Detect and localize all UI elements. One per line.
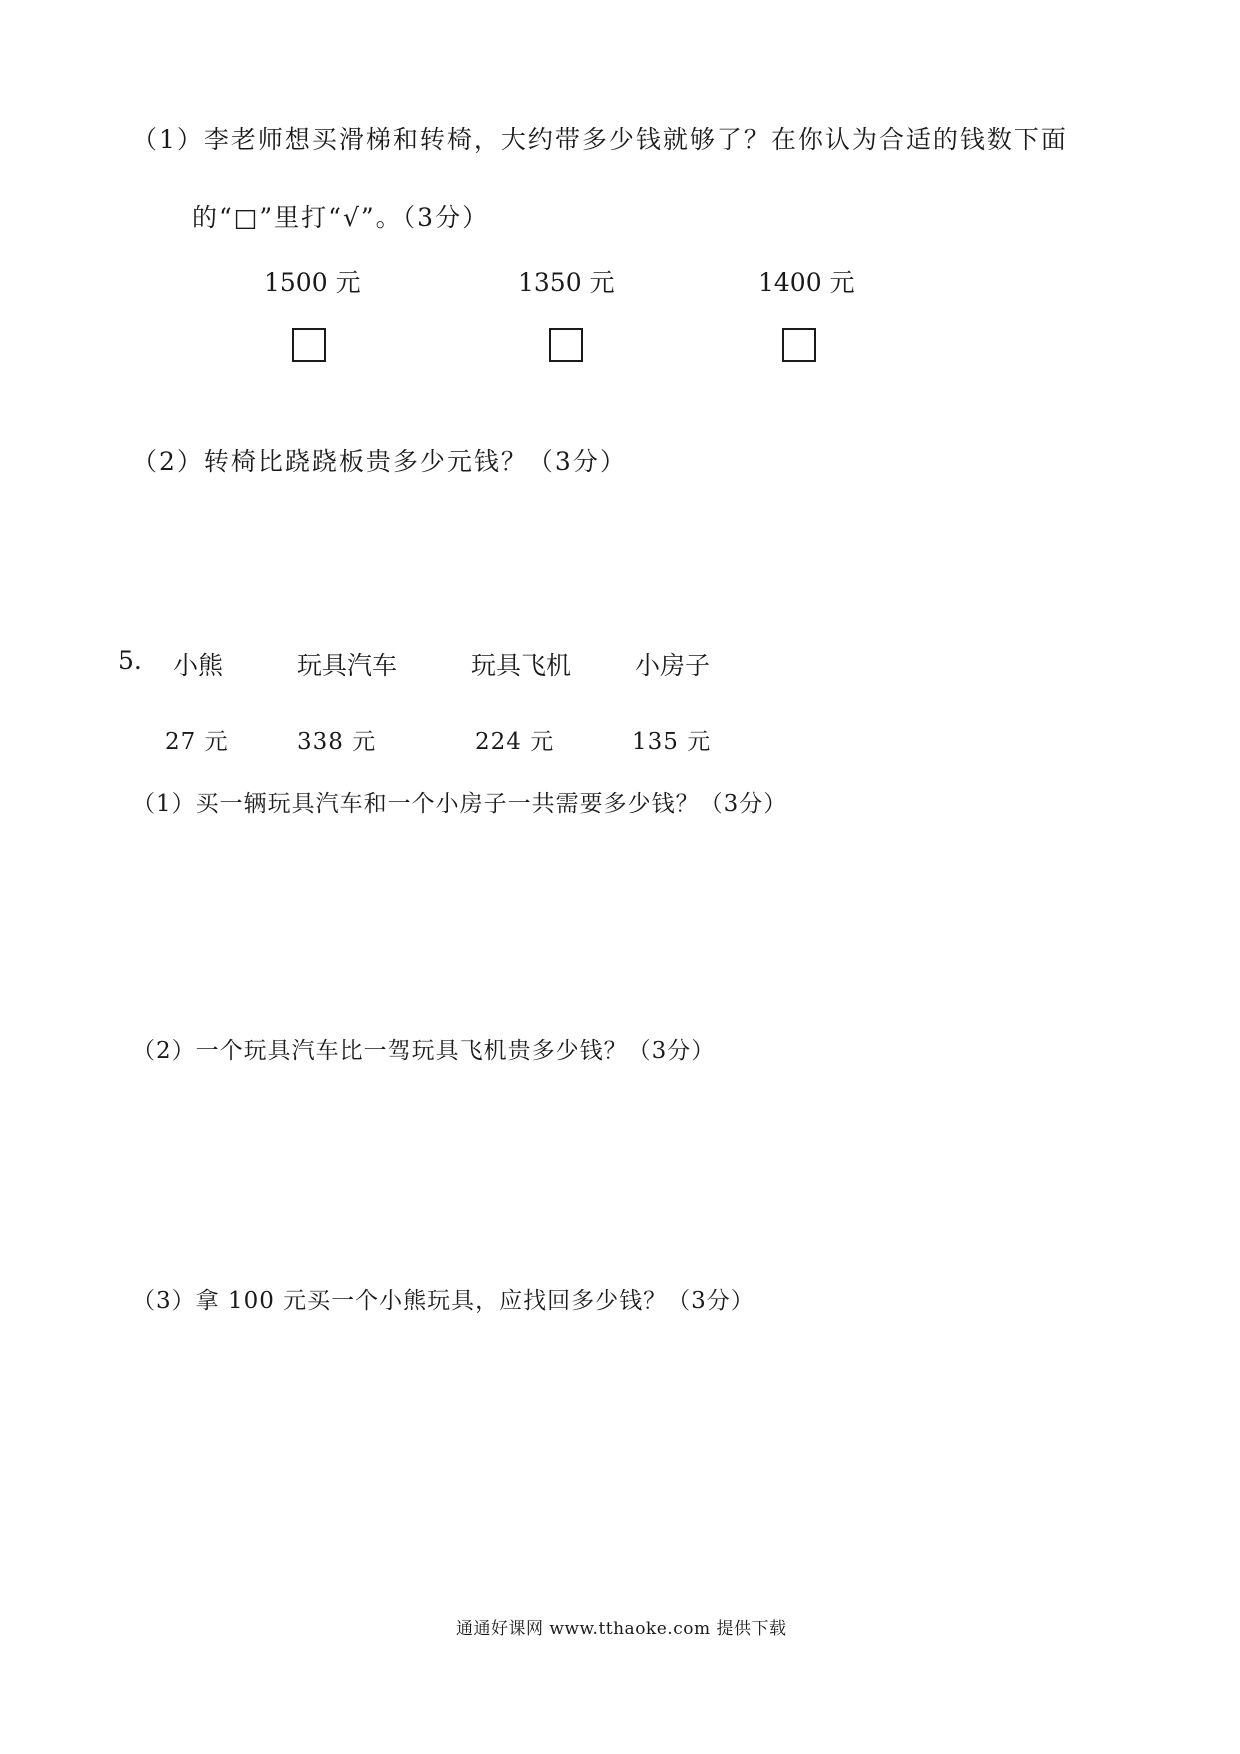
item-name-small-house: 小房子 [635, 651, 711, 680]
checkbox-1350[interactable] [549, 328, 583, 362]
option-price-1350: 1350 元 [518, 268, 615, 297]
question-5-2: （2）一个玩具汽车比一驾玩具飞机贵多少钱？（3分） [132, 1038, 716, 1064]
checkbox-1500[interactable] [292, 328, 326, 362]
question-5-1: （1）买一辆玩具汽车和一个小房子一共需要多少钱？（3分） [132, 791, 788, 817]
footer-credit: 通通好课网 www.tthaoke.com 提供下载 [456, 1619, 787, 1639]
question-4-2: （2）转椅比跷跷板贵多少元钱？（3分） [132, 447, 627, 476]
item-price-toy-plane: 224 元 [475, 729, 555, 755]
question-4-1-line1: （1）李老师想买滑梯和转椅，大约带多少钱就够了？在你认为合适的钱数下面 [132, 125, 1068, 154]
item-name-toy-car: 玩具汽车 [297, 651, 398, 680]
checkbox-1400[interactable] [782, 328, 816, 362]
item-price-toy-car: 338 元 [297, 729, 377, 755]
question-5-3: （3）拿 100 元买一个小熊玩具，应找回多少钱？（3分） [132, 1288, 755, 1314]
item-price-small-house: 135 元 [632, 729, 712, 755]
option-price-1500: 1500 元 [264, 268, 361, 297]
item-name-toy-plane: 玩具飞机 [471, 651, 572, 680]
option-price-1400: 1400 元 [758, 268, 855, 297]
question-4-1-line2: 的“□”里打“√”。（3分） [192, 203, 490, 232]
item-name-bear: 小熊 [173, 651, 224, 680]
item-price-bear: 27 元 [165, 729, 229, 755]
question-number-5: 5. [118, 646, 142, 675]
